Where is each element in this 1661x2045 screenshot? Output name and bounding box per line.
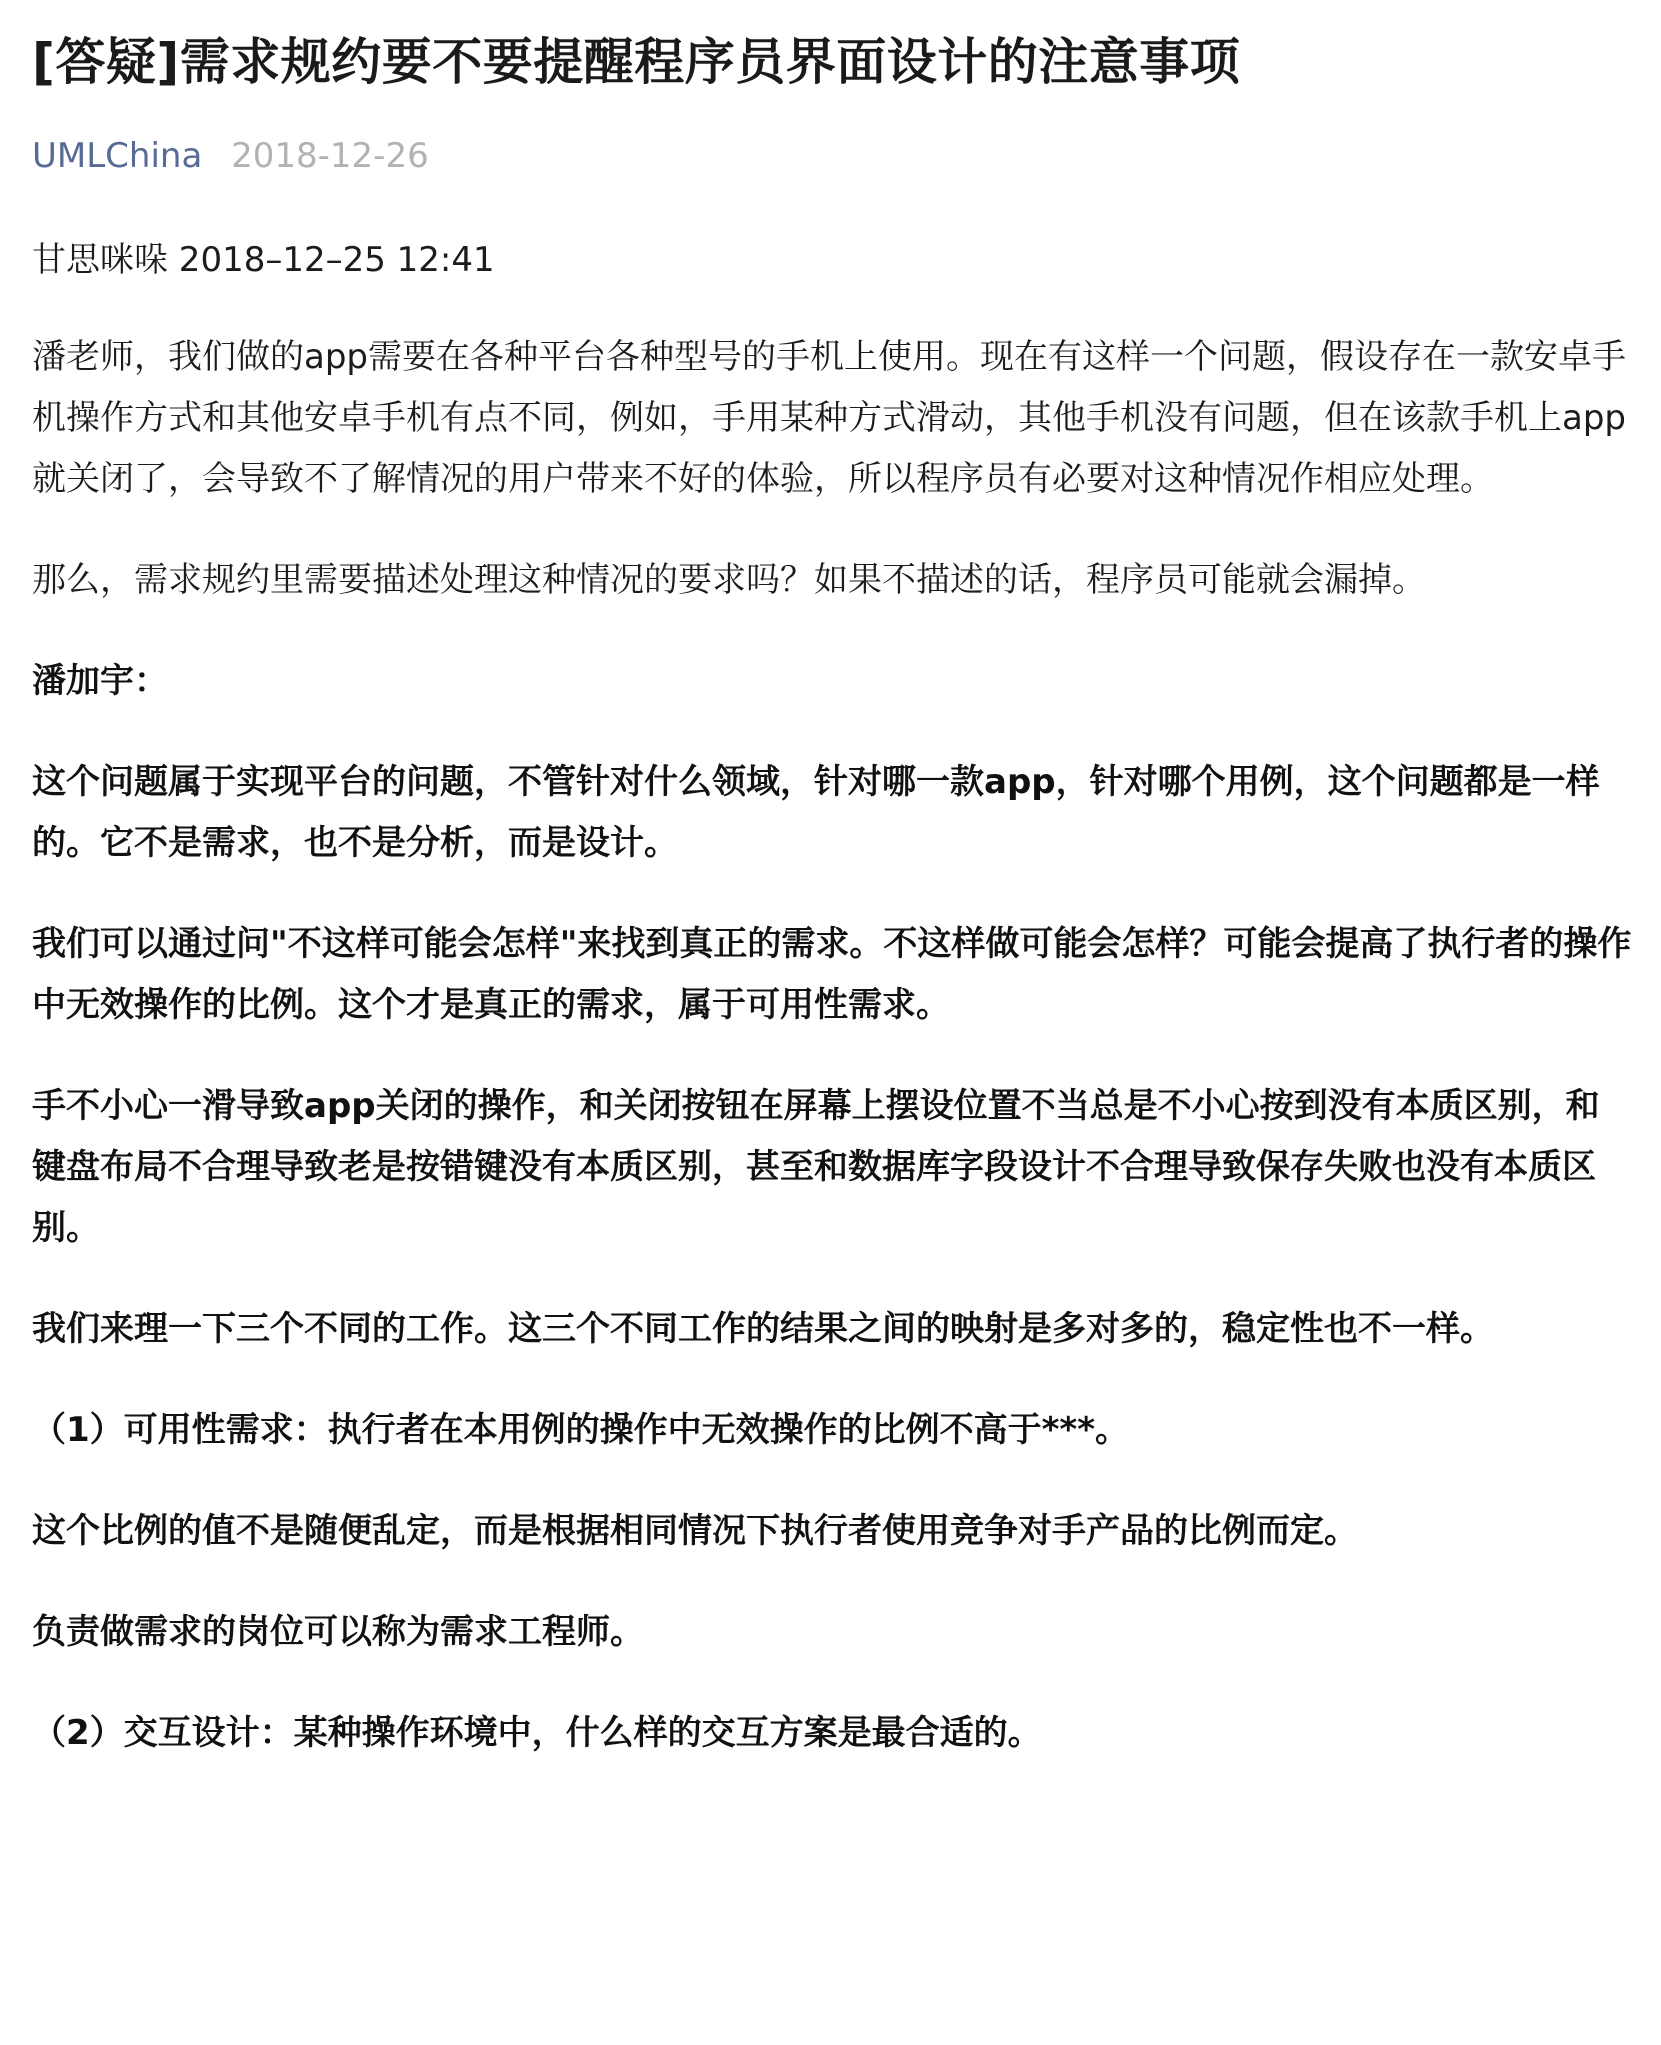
list-item-interaction-design: （2）交互设计：某种操作环境中，什么样的交互方案是最合适的。	[32, 1713, 1042, 1753]
article-meta	[32, 134, 1629, 178]
paragraph: 那么，需求规约里需要描述处理这种情况的要求吗？如果不描述的话，程序员可能就会漏掉。	[32, 560, 1426, 600]
paragraph: 我们来理一下三个不同的工作。这三个不同工作的结果之间的映射是多对多的，稳定性也不一样。	[32, 1309, 1494, 1349]
paragraph: 负责做需求的岗位可以称为需求工程师。	[32, 1612, 644, 1652]
list-item-usability: （1）可用性需求：执行者在本用例的操作中无效操作的比例不高于***。	[32, 1410, 1129, 1450]
paragraph: 这个比例的值不是随便乱定，而是根据相同情况下执行者使用竞争对手产品的比例而定。	[32, 1511, 1358, 1551]
question-author-line: 甘思咪哚 2018–12–25 12:41	[32, 240, 495, 280]
article-title: [答疑]需求规约要不要提醒程序员界面设计的注意事项	[32, 33, 1241, 91]
paragraph: 我们可以通过问"不这样可能会怎样"来找到真正的需求。不这样做可能会怎样？可能会提高了执行者的操作中无效操作的比例。这个才是真正的需求，属于可用性需求。	[32, 924, 1632, 1025]
account-name-link[interactable]: UMLChina	[32, 136, 203, 176]
paragraph: 潘老师，我们做的app需要在各种平台各种型号的手机上使用。现在有这样一个问题，假设存在一款安卓手机操作方式和其他安卓手机有点不同，例如，手用某种方式滑动，其他手机没有问题，但在该款手机上app就关闭了，会导致不了解情况的用户带来不好的体验，所以程序员有必要对这种情况作相应处理。	[32, 337, 1626, 499]
answer-author-label: 潘加宇：	[32, 661, 168, 701]
paragraph: 这个问题属于实现平台的问题，不管针对什么领域，针对哪一款app，针对哪个用例，这个问题都是一样的。它不是需求，也不是分析，而是设计。	[32, 762, 1600, 863]
paragraph: 手不小心一滑导致app关闭的操作，和关闭按钮在屏幕上摆设位置不当总是不小心按到没有本质区别，和键盘布局不合理导致老是按错键没有本质区别，甚至和数据库字段设计不合理导致保存失败也没有本质区别。	[32, 1086, 1600, 1248]
article-body	[32, 230, 1632, 1764]
publish-date: 2018-12-26	[231, 136, 429, 176]
